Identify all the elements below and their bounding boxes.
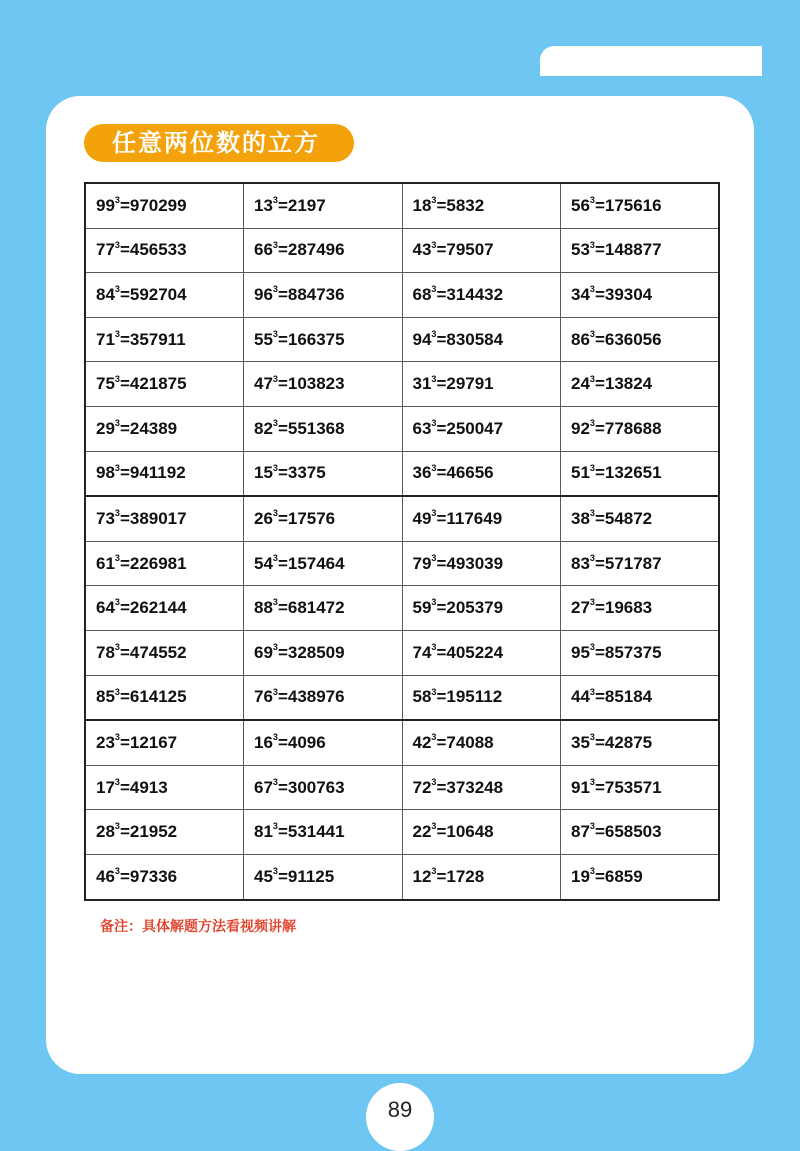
cube-cell	[561, 675, 720, 720]
cube-cell	[402, 675, 561, 720]
cube-exponent: 3	[272, 597, 278, 608]
cube-result: =205379	[436, 598, 504, 618]
cube-base: 43	[412, 240, 432, 260]
cube-cell	[402, 586, 561, 631]
cube-base: 78	[96, 642, 115, 662]
table-row	[85, 810, 719, 855]
cube-exponent: 3	[589, 328, 595, 339]
cube-result: =117649	[436, 508, 503, 528]
cube-base: 68	[412, 284, 432, 304]
cube-cell	[244, 362, 403, 407]
cube-base: 53	[571, 240, 590, 260]
table-row	[85, 720, 719, 765]
cube-base: 12	[412, 866, 432, 886]
cube-base: 55	[254, 329, 273, 349]
cube-result: =373248	[436, 777, 504, 797]
cube-result: =551368	[277, 418, 345, 438]
cube-base: 72	[412, 777, 432, 797]
section-title: 任意两位数的立方	[84, 124, 354, 162]
cube-cell	[85, 541, 244, 586]
cube-exponent: 3	[431, 284, 437, 295]
cube-exponent: 3	[272, 776, 278, 787]
cube-cell	[85, 765, 244, 810]
cube-cell	[561, 451, 720, 496]
cube-result: =13824	[594, 374, 653, 394]
cube-exponent: 3	[272, 462, 278, 473]
cube-result: =12167	[119, 732, 178, 752]
page-number: 89	[366, 1083, 434, 1151]
cube-cell	[85, 630, 244, 675]
cube-base: 88	[254, 598, 273, 618]
cube-exponent: 3	[431, 373, 437, 384]
cube-base: 94	[412, 329, 432, 349]
cube-base: 47	[254, 374, 273, 394]
cube-base: 91	[571, 777, 590, 797]
cube-result: =884736	[277, 284, 345, 304]
cube-cell	[561, 765, 720, 810]
cube-cell	[85, 810, 244, 855]
cube-exponent: 3	[431, 328, 437, 339]
cube-base: 45	[254, 866, 273, 886]
cube-result: =29791	[436, 374, 494, 394]
cube-cell	[85, 273, 244, 318]
cube-base: 99	[96, 195, 115, 215]
cube-result: =17576	[277, 508, 336, 528]
cube-base: 69	[254, 642, 273, 662]
cube-result: =24389	[119, 418, 178, 438]
cube-exponent: 3	[272, 552, 278, 563]
cube-result: =753571	[594, 777, 662, 797]
cube-exponent: 3	[431, 686, 437, 697]
cube-base: 92	[571, 418, 590, 438]
cube-cell	[402, 406, 561, 451]
cube-result: =438976	[277, 687, 345, 707]
cube-base: 73	[96, 508, 115, 528]
cube-base: 67	[254, 777, 273, 797]
cube-cell	[244, 451, 403, 496]
cube-cell	[402, 362, 561, 407]
cube-exponent: 3	[589, 776, 595, 787]
cube-cell	[85, 675, 244, 720]
cube-result: =857375	[594, 642, 662, 662]
cube-base: 83	[571, 553, 590, 573]
cube-exponent: 3	[272, 732, 278, 743]
cube-exponent: 3	[114, 195, 120, 206]
cube-cell	[85, 496, 244, 541]
cube-result: =132651	[594, 463, 662, 483]
cube-base: 19	[571, 866, 590, 886]
cube-exponent: 3	[114, 732, 120, 743]
cube-base: 42	[412, 732, 432, 752]
cube-exponent: 3	[431, 597, 437, 608]
top-tab-decoration	[540, 46, 762, 76]
cube-cell	[561, 183, 720, 228]
cube-exponent: 3	[114, 821, 120, 832]
table-row	[85, 362, 719, 407]
cube-exponent: 3	[431, 418, 437, 429]
cube-base: 26	[254, 508, 273, 528]
cube-base: 51	[571, 463, 590, 483]
cube-exponent: 3	[114, 462, 120, 473]
cube-result: =405224	[436, 642, 504, 662]
cube-result: =941192	[119, 463, 186, 483]
table-row	[85, 183, 719, 228]
cube-base: 84	[96, 284, 115, 304]
cube-result: =74088	[436, 732, 494, 752]
cube-cell	[244, 586, 403, 631]
table-row	[85, 228, 719, 273]
cube-cell	[244, 675, 403, 720]
cube-result: =531441	[277, 822, 345, 842]
cube-result: =21952	[119, 822, 178, 842]
cube-cell	[85, 854, 244, 899]
cube-base: 77	[96, 240, 115, 260]
cube-cell	[561, 630, 720, 675]
cube-cell	[85, 228, 244, 273]
cube-exponent: 3	[431, 508, 437, 519]
table-row	[85, 496, 719, 541]
cube-base: 56	[571, 195, 590, 215]
cube-base: 54	[254, 553, 273, 573]
cube-result: =157464	[277, 553, 345, 573]
cube-base: 38	[571, 508, 590, 528]
cube-base: 86	[571, 329, 590, 349]
cube-base: 22	[412, 822, 432, 842]
table-row	[85, 541, 719, 586]
cube-exponent: 3	[114, 552, 120, 563]
cube-result: =658503	[594, 822, 662, 842]
cube-base: 18	[412, 195, 432, 215]
cube-exponent: 3	[272, 686, 278, 697]
cube-exponent: 3	[114, 508, 120, 519]
cube-base: 59	[412, 598, 432, 618]
cube-exponent: 3	[272, 195, 278, 206]
cube-exponent: 3	[272, 866, 278, 877]
cube-cell	[561, 810, 720, 855]
cube-base: 46	[96, 866, 115, 886]
cube-result: =250047	[436, 418, 504, 438]
cube-result: =85184	[594, 687, 653, 707]
cube-exponent: 3	[589, 462, 595, 473]
cubes-table	[84, 182, 720, 901]
table-row	[85, 854, 719, 899]
cube-base: 15	[254, 463, 273, 483]
cube-base: 95	[571, 642, 590, 662]
cube-exponent: 3	[272, 373, 278, 384]
table-row	[85, 317, 719, 362]
cube-base: 71	[96, 329, 115, 349]
cube-cell	[561, 586, 720, 631]
cube-base: 63	[412, 418, 432, 438]
cube-cell	[244, 765, 403, 810]
cube-exponent: 3	[431, 462, 437, 473]
cube-exponent: 3	[589, 686, 595, 697]
cube-base: 44	[571, 687, 590, 707]
cube-exponent: 3	[431, 866, 437, 877]
table-row	[85, 630, 719, 675]
cube-exponent: 3	[431, 642, 437, 653]
cube-exponent: 3	[589, 418, 595, 429]
cube-result: =91125	[277, 866, 335, 886]
cube-exponent: 3	[114, 239, 120, 250]
cube-cell	[561, 228, 720, 273]
cube-exponent: 3	[589, 821, 595, 832]
cube-cell	[402, 720, 561, 765]
cube-cell	[244, 854, 403, 899]
cube-exponent: 3	[589, 373, 595, 384]
cube-result: =97336	[119, 866, 178, 886]
cube-cell	[561, 362, 720, 407]
cube-result: =6859	[594, 866, 643, 886]
cube-base: 28	[96, 822, 115, 842]
cube-exponent: 3	[589, 508, 595, 519]
cube-cell	[85, 451, 244, 496]
cube-exponent: 3	[114, 776, 120, 787]
cube-base: 49	[412, 508, 432, 528]
cube-cell	[561, 273, 720, 318]
cube-exponent: 3	[114, 418, 120, 429]
cube-base: 34	[571, 284, 590, 304]
cube-exponent: 3	[589, 552, 595, 563]
cube-exponent: 3	[589, 195, 595, 206]
cube-exponent: 3	[272, 642, 278, 653]
table-row	[85, 406, 719, 451]
cube-cell	[244, 317, 403, 362]
cube-base: 24	[571, 374, 590, 394]
cube-cell	[561, 317, 720, 362]
cube-exponent: 3	[589, 597, 595, 608]
cube-cell	[402, 541, 561, 586]
cube-result: =195112	[436, 687, 503, 707]
cube-cell	[85, 720, 244, 765]
table-row	[85, 586, 719, 631]
cube-result: =1728	[436, 866, 485, 886]
cube-result: =300763	[277, 777, 345, 797]
cube-exponent: 3	[589, 866, 595, 877]
cube-result: =262144	[119, 598, 187, 618]
cube-result: =10648	[436, 822, 494, 842]
cube-base: 81	[254, 822, 273, 842]
cube-exponent: 3	[114, 642, 120, 653]
cube-exponent: 3	[431, 195, 437, 206]
note-text: 备注：具体解题方法看视频讲解	[100, 919, 296, 935]
cube-exponent: 3	[114, 866, 120, 877]
cube-cell	[402, 228, 561, 273]
cube-exponent: 3	[431, 552, 437, 563]
cube-result: =39304	[594, 284, 653, 304]
cube-result: =4913	[119, 777, 168, 797]
cube-exponent: 3	[431, 732, 437, 743]
cube-exponent: 3	[431, 776, 437, 787]
cube-exponent: 3	[272, 508, 278, 519]
cube-base: 82	[254, 418, 273, 438]
cube-cell	[85, 317, 244, 362]
cube-cell	[402, 183, 561, 228]
cube-cell	[402, 810, 561, 855]
cube-exponent: 3	[431, 239, 437, 250]
cube-base: 76	[254, 687, 273, 707]
cube-result: =46656	[436, 463, 494, 483]
cube-result: =681472	[277, 598, 345, 618]
cube-result: =5832	[436, 195, 485, 215]
cube-result: =4096	[277, 732, 326, 752]
cube-result: =79507	[436, 240, 494, 260]
cube-cell	[561, 406, 720, 451]
cube-base: 85	[96, 687, 115, 707]
cube-result: =148877	[594, 240, 662, 260]
cube-base: 35	[571, 732, 590, 752]
cube-cell	[244, 183, 403, 228]
cube-cell	[402, 317, 561, 362]
cube-base: 23	[96, 732, 115, 752]
cube-result: =389017	[119, 508, 187, 528]
cube-cell	[244, 541, 403, 586]
cube-base: 36	[412, 463, 432, 483]
cube-cell	[561, 854, 720, 899]
table-row	[85, 273, 719, 318]
cube-result: =166375	[277, 329, 345, 349]
cube-cell	[244, 273, 403, 318]
cube-cell	[561, 541, 720, 586]
cube-base: 75	[96, 374, 115, 394]
cube-result: =328509	[277, 642, 345, 662]
cube-cell	[85, 406, 244, 451]
cube-result: =175616	[594, 195, 662, 215]
cube-cell	[244, 406, 403, 451]
cube-result: =421875	[119, 374, 187, 394]
cube-exponent: 3	[272, 328, 278, 339]
cube-exponent: 3	[114, 686, 120, 697]
cube-result: =571787	[594, 553, 662, 573]
cube-cell	[85, 586, 244, 631]
cube-result: =614125	[119, 687, 187, 707]
cube-result: =474552	[119, 642, 187, 662]
cube-cell	[402, 496, 561, 541]
cube-base: 66	[254, 240, 273, 260]
cube-exponent: 3	[589, 284, 595, 295]
cube-cell	[85, 362, 244, 407]
table-row	[85, 765, 719, 810]
cube-result: =42875	[594, 732, 653, 752]
cube-result: =778688	[594, 418, 662, 438]
cube-exponent: 3	[431, 821, 437, 832]
cube-base: 58	[412, 687, 432, 707]
cube-exponent: 3	[272, 821, 278, 832]
cube-result: =54872	[594, 508, 653, 528]
cube-result: =226981	[119, 553, 187, 573]
cube-result: =314432	[436, 284, 504, 304]
cube-cell	[402, 765, 561, 810]
cube-result: =357911	[119, 329, 186, 349]
cube-result: =970299	[119, 195, 187, 215]
cube-exponent: 3	[589, 642, 595, 653]
cube-base: 64	[96, 598, 115, 618]
cube-base: 17	[96, 777, 115, 797]
cube-exponent: 3	[589, 732, 595, 743]
cube-base: 87	[571, 822, 590, 842]
cube-result: =592704	[119, 284, 187, 304]
cube-exponent: 3	[272, 284, 278, 295]
cube-cell	[561, 720, 720, 765]
cube-exponent: 3	[272, 239, 278, 250]
cube-cell	[402, 273, 561, 318]
cube-result: =19683	[594, 598, 653, 618]
cube-base: 74	[412, 642, 432, 662]
cube-base: 16	[254, 732, 273, 752]
cube-exponent: 3	[589, 239, 595, 250]
cube-base: 96	[254, 284, 273, 304]
cube-base: 13	[254, 195, 273, 215]
cube-result: =636056	[594, 329, 662, 349]
cube-base: 98	[96, 463, 115, 483]
cube-exponent: 3	[114, 328, 120, 339]
cube-exponent: 3	[114, 373, 120, 384]
cube-result: =493039	[436, 553, 504, 573]
cube-exponent: 3	[114, 284, 120, 295]
cube-exponent: 3	[272, 418, 278, 429]
cube-base: 79	[412, 553, 432, 573]
cube-exponent: 3	[114, 597, 120, 608]
cube-result: =103823	[277, 374, 345, 394]
cube-cell	[402, 630, 561, 675]
cube-result: =456533	[119, 240, 187, 260]
table-row	[85, 675, 719, 720]
table-row	[85, 451, 719, 496]
cube-result: =2197	[277, 195, 326, 215]
cube-cell	[244, 720, 403, 765]
cube-base: 29	[96, 418, 115, 438]
cube-cell	[402, 854, 561, 899]
cube-base: 27	[571, 598, 590, 618]
cube-result: =830584	[436, 329, 504, 349]
cube-result: =287496	[277, 240, 345, 260]
cube-result: =3375	[277, 463, 326, 483]
cube-cell	[244, 228, 403, 273]
cube-cell	[402, 451, 561, 496]
cube-cell	[244, 496, 403, 541]
cube-cell	[561, 496, 720, 541]
cube-cell	[244, 630, 403, 675]
cube-cell	[244, 810, 403, 855]
cube-base: 31	[412, 374, 432, 394]
cube-cell	[85, 183, 244, 228]
cube-base: 61	[96, 553, 115, 573]
